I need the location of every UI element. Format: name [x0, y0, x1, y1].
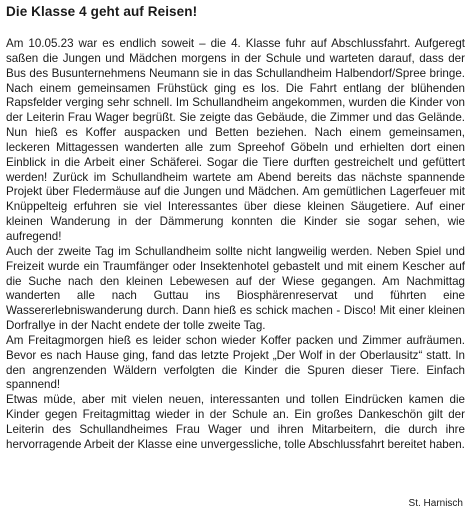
- paragraph-conclusion: Etwas müde, aber mit vielen neuen, interessanten und tollen Eindrücken kamen die Kinder gegen Freitagmittag wieder in der Schule an. Ein großes Dankeschön gilt der Leiterin des Schullandheimes Frau Wager und ihren Mitarbeitern, die durch ihre hervorragende Arbeit der Klasse eine unvergessliche, tolle Abschlussfahrt bereitet haben.: [6, 393, 465, 451]
- article-title: Die Klasse 4 geht auf Reisen!: [6, 4, 198, 19]
- author-signature: St. Harnisch: [408, 498, 463, 509]
- paragraph-day-three: Am Freitagmorgen hieß es leider schon wieder Koffer packen und Zimmer aufräumen. Bevor es nach Hause ging, fand das letzte Projekt „Der Wolf in der Oberlausitz“ statt. In den angrenzenden Wäldern verfolgten die Kinder die Spuren dieser Tiere. Einfach spannend!: [6, 333, 465, 392]
- paragraph-day-two: Auch der zweite Tag im Schullandheim sollte nicht langweilig werden. Neben Spiel und Freizeit wurde ein Traumfänger oder Insektenhotel gebastelt und mit einem Kescher auf die Suche nach den kleinen Lebewesen auf der Wiese gegangen. Am Nachmittag wanderten alle nach Guttau ins Biosphärenreservat und führten eine Wassererlebniswanderung durch. Dann hieß es schick machen - Disco! Mit einer kleinen Dorfrallye in der Nacht endete der tolle zweite Tag.: [6, 244, 465, 333]
- paragraph-day-one: Am 10.05.23 war es endlich soweit – die 4. Klasse fuhr auf Abschlussfahrt. Aufgeregt saßen die Jungen und Mädchen morgens in der Schule und warteten darauf, dass der Bus des Busunternehmens Neumann sie in das Schullandheim Halbendorf/Spree bringe. Nach einem gemeinsamen Frühstück ging es los. Die Fahrt entlang der blühenden Rapsfelder verging sehr schnell. Im Schullandheim angekommen, wurden die Kinder von der Leiterin Frau Wager begrüßt. Sie zeigte das Gebäude, die Zimmer und das Gelände. Nun hieß es Koffer auspacken und Betten beziehen. Nach einem gemeinsamen, leckeren Mittagessen wanderten alle zum Spreehof Göbeln und erhielten dort einen Einblick in die Arbeit einer Schäferei. Sogar die Tiere durften gestreichelt und gefüttert werden! Zurück im Schullandheim wartete am Abend bereits das nächste spannende Projekt über Fledermäuse auf die Jungen und Mädchen. Am gemütlichen Lagerfeuer mit Knüppelteig erfuhren sie viel Interessantes über diese kleinen Säugetiere. Auf einer kleinen Wanderung in der Dämmerung konnten die Kinder sie sogar sehen, wie aufregend!: [6, 37, 465, 243]
- article-body: [6, 37, 465, 453]
